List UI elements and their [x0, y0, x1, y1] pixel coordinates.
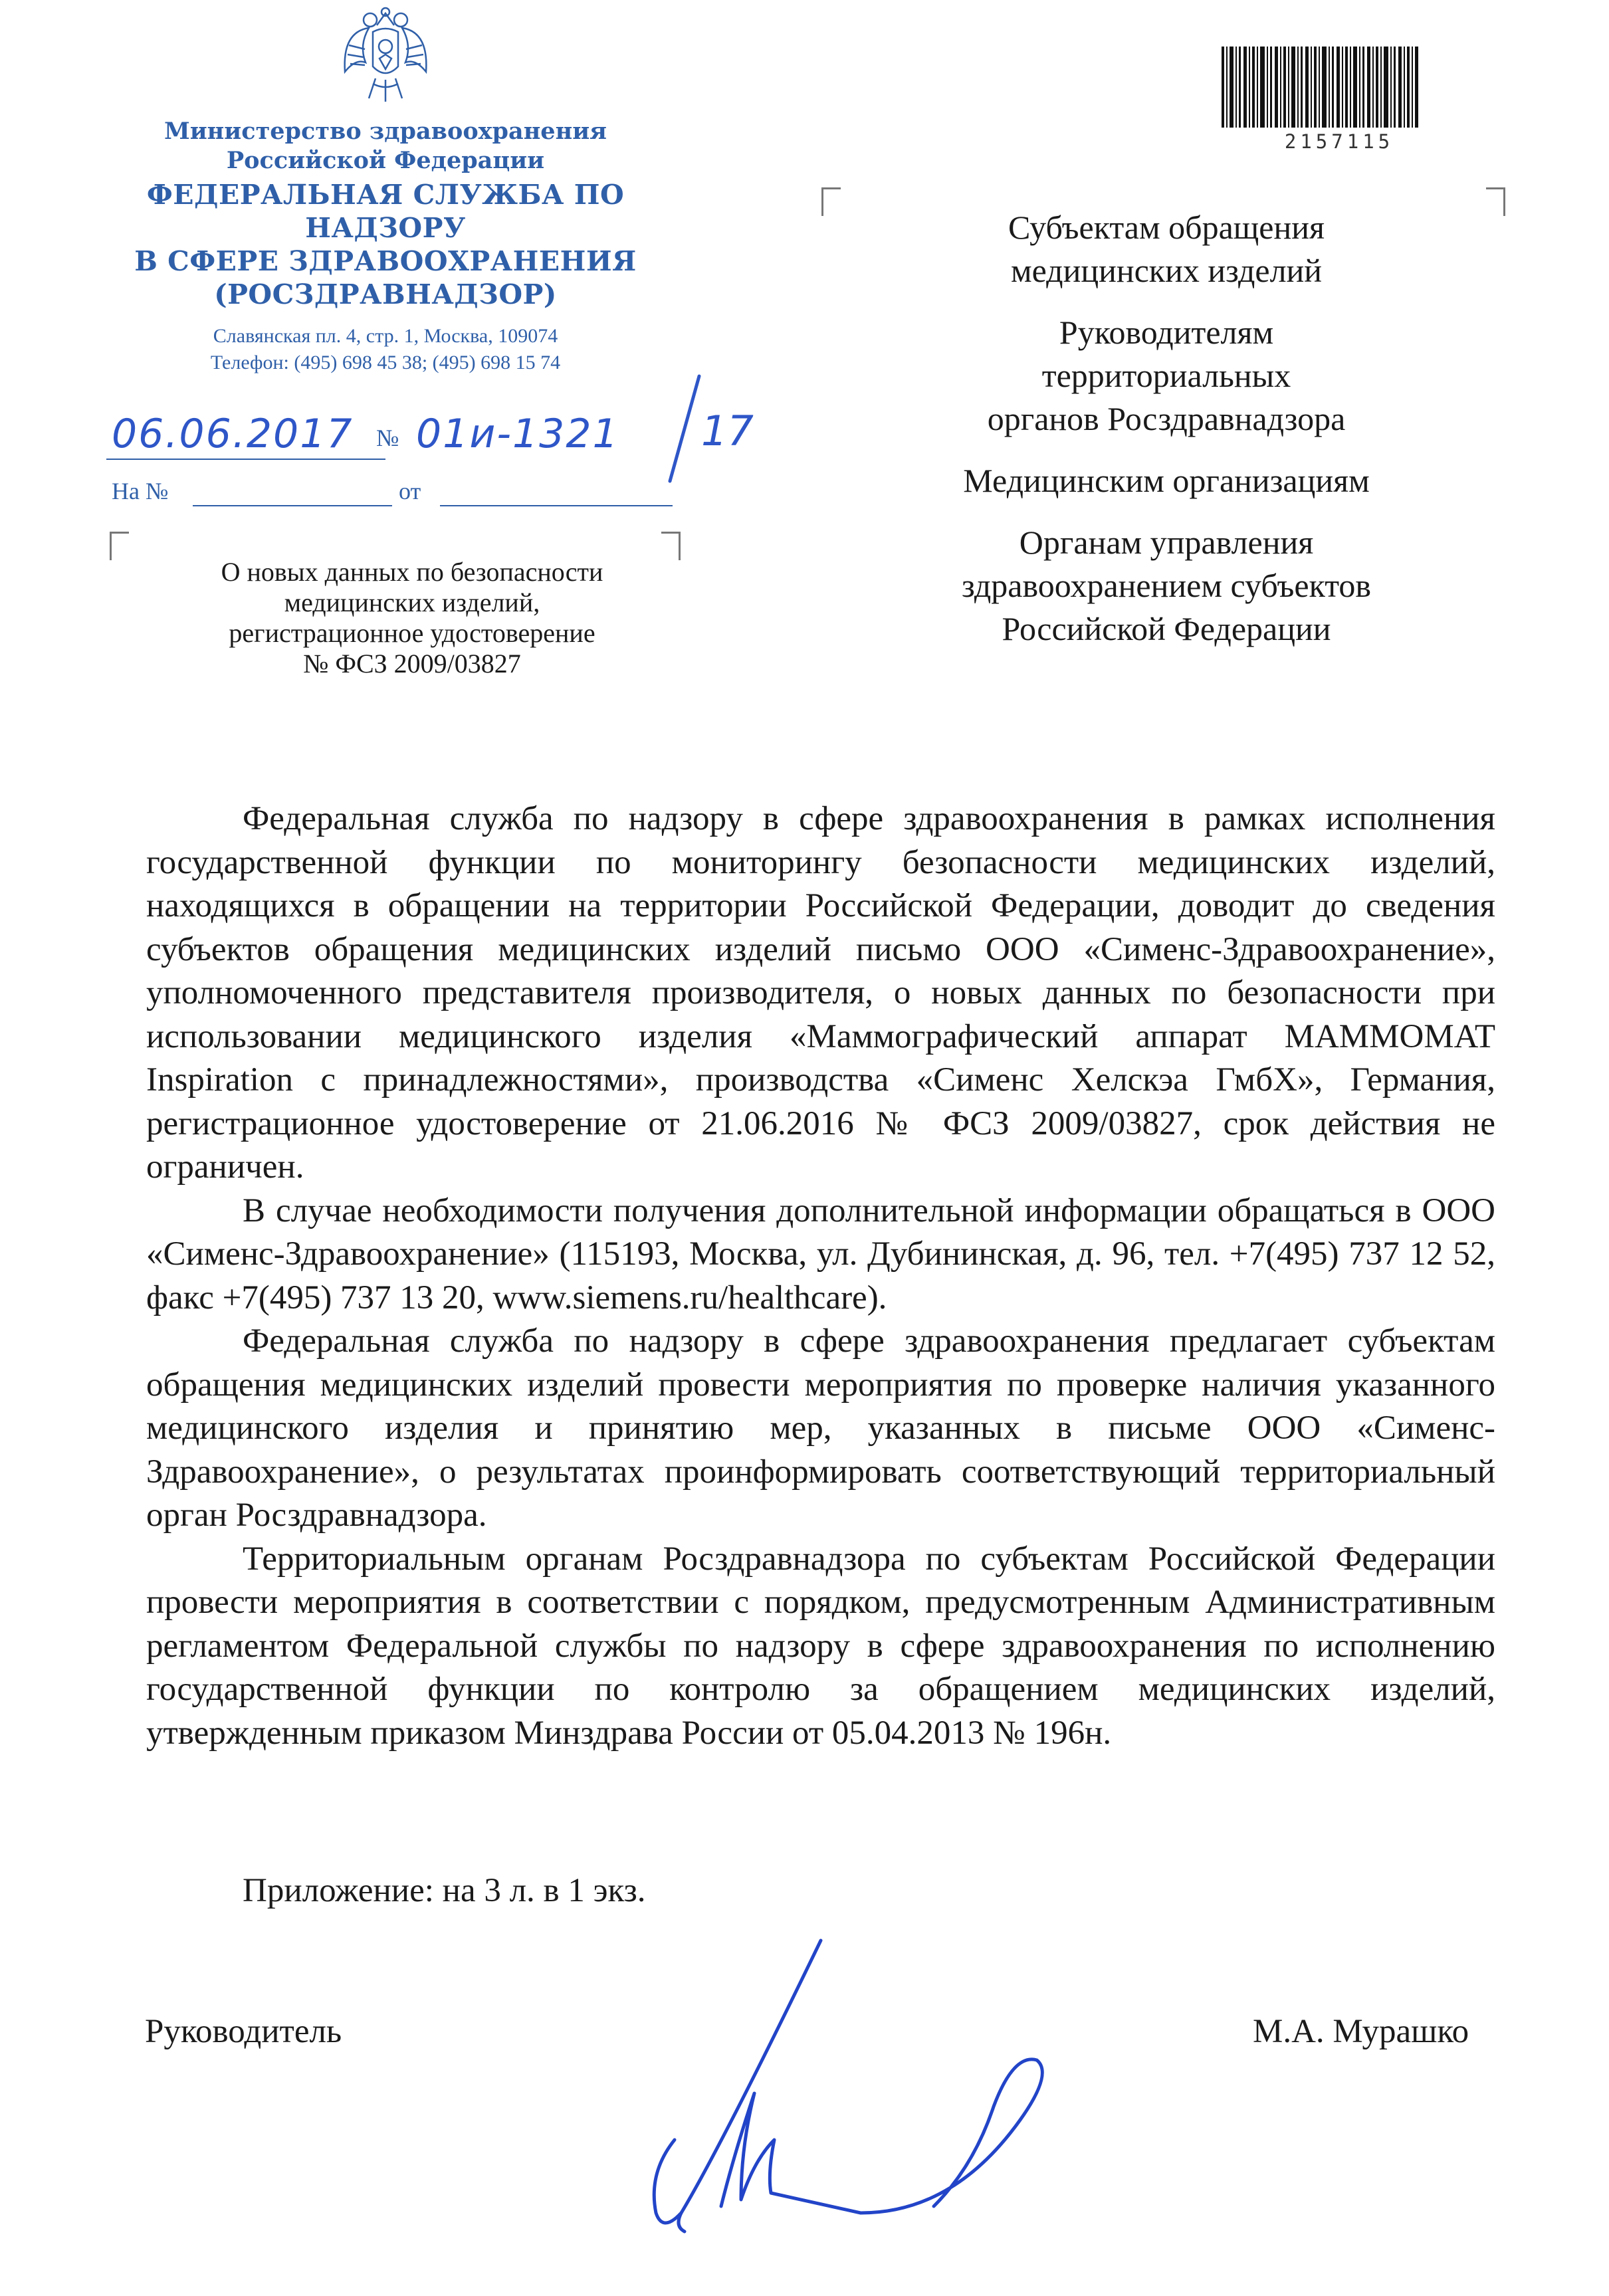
address-block: [106, 323, 665, 376]
emblem-icon: [336, 5, 435, 105]
signer-position: Руководитель: [145, 2013, 342, 2050]
addressee-1-line-1: Субъектам обращения: [1008, 209, 1325, 246]
address-line: Славянская пл. 4, стр. 1, Москва, 109074: [213, 325, 558, 347]
subject-line-1: О новых данных по безопасности: [221, 557, 603, 587]
reply-date-label: от: [399, 478, 421, 504]
barcode-number: 2157115: [1284, 130, 1394, 153]
ministry-line-2: Российской Федерации: [226, 147, 545, 174]
body-paragraph-4: Территориальным органам Росздравнадзора по субъектам Российской Федерации провести мероприятия в соответствии с порядком, предусмотренным Административным регламентом Федеральной службы по надзору в сфере здравоохранения по исполнению государственной функции по контролю за обращением медицинских изделий, утвержденным приказом Минздрава России от 05.04.2013 № 196н.: [146, 1540, 1495, 1752]
subject-line-2: медицинских изделий,: [284, 587, 540, 617]
body-paragraph-3: Федеральная служба по надзору в сфере здравоохранения предлагает субъектам обращения медицинских изделий провести мероприятия по проверке наличия указанного медицинского изделия и принятию мер, указанных в письме ООО «Сименс-Здравоохранение», о результатах проинформировать соответствующий территориальный орган Росздравнадзора.: [146, 1322, 1495, 1534]
registration-underline: [106, 459, 385, 460]
service-line-3: (РОСЗДРАВНАДЗОР): [214, 278, 557, 310]
addressee-4: [904, 521, 1429, 651]
phone-line: Телефон: (495) 698 45 38; (495) 698 15 74: [210, 352, 561, 373]
subject-corner-left: [110, 532, 129, 560]
body-paragraph-1: Федеральная служба по надзору в сфере здравоохранения в рамках исполнения государственной функции по мониторингу безопасности медицинских изделий, находящихся в обращении на территории Российской Федерации, доводит до сведения субъектов обращения медицинских изделий письмо ООО «Сименс-Здравоохранение», уполномоченного представителя производителя, о новых данных по безопасности при использовании медицинского изделия «Маммографический аппарат MAMMOMAT Inspiration с принадлежностями», производства «Сименс Хелскэа ГмбХ», Германия, регистрационное удостоверение от 21.06.2016 № ФСЗ 2009/03827, срок действия не ограничен.: [146, 800, 1495, 1186]
subject-corner-right: [661, 532, 681, 560]
registration-suffix: 17: [701, 407, 754, 455]
registration-date: 06.06.2017: [112, 411, 354, 457]
signature-icon: [621, 1921, 1100, 2240]
letter-body: [146, 797, 1495, 1755]
registration-number-label: №: [376, 425, 399, 451]
ministry-line-1: Министерство здравоохранения: [163, 118, 607, 145]
reply-number-line: [193, 505, 392, 506]
reply-date-line: [440, 505, 673, 506]
signer-name: М.А. Мурашко: [1253, 2013, 1469, 2050]
addressee-2-line-1: Руководителям: [1059, 314, 1274, 351]
attachment-note: Приложение: на 3 л. в 1 экз.: [243, 1872, 646, 1909]
addressee-corner-left: [821, 187, 841, 216]
addressee-corner-right: [1486, 187, 1505, 216]
addressee-1: [904, 206, 1429, 292]
registration-number: 01и-1321: [416, 411, 619, 457]
subject-line-4: № ФСЗ 2009/03827: [303, 649, 521, 678]
subject-line-3: регистрационное удостоверение: [229, 618, 595, 648]
ministry-name: [106, 117, 665, 175]
addressee-4-line-1: Органам управления: [1019, 524, 1314, 561]
addressee-block: [904, 206, 1429, 669]
reply-to-label: На №: [112, 478, 169, 504]
body-paragraph-2: В случае необходимости получения дополнительной информации обращаться в ООО «Сименс-Здравоохранение» (115193, Москва, ул. Дубининская, д. 96, тел. +7(495) 737 12 52, факс +7(495) 737 13 20, www.siemens.ru/healthcare).: [146, 1192, 1495, 1316]
addressee-3: [904, 459, 1429, 502]
addressee-3-line-1: Медицинским организациям: [963, 462, 1370, 499]
addressee-4-line-3: Российской Федерации: [1002, 610, 1331, 647]
addressee-2-line-3: органов Росздравнадзора: [987, 400, 1346, 437]
addressee-4-line-2: здравоохранением субъектов: [961, 567, 1372, 604]
service-line-1: ФЕДЕРАЛЬНАЯ СЛУЖБА ПО НАДЗОРУ: [146, 179, 625, 244]
addressee-1-line-2: медицинских изделий: [1010, 252, 1323, 289]
barcode: [1222, 47, 1421, 128]
slash-mark: [665, 372, 704, 485]
addressee-2: [904, 311, 1429, 441]
addressee-2-line-2: территориальных: [1041, 357, 1291, 394]
subject-block: [146, 557, 678, 679]
service-name: [80, 178, 691, 311]
service-line-2: В СФЕРЕ ЗДРАВООХРАНЕНИЯ: [134, 245, 637, 277]
